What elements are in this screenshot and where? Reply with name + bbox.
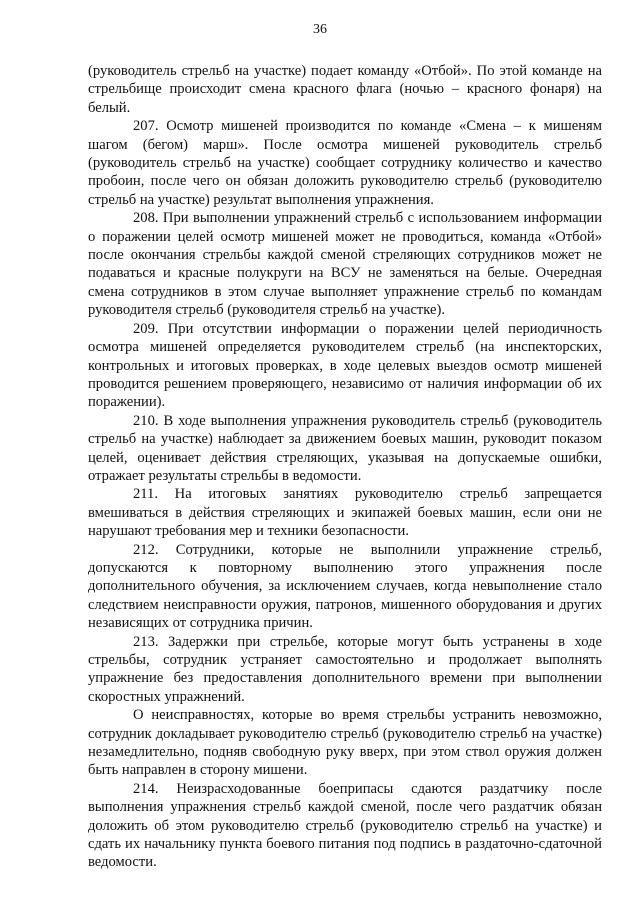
paragraph-206-continuation: (руководитель стрельб на участке) подает команду «Отбой». По этой команде на стрельбище происходит смена красного флага (ночью – красного фонаря) на белый. (88, 63, 602, 116)
paragraph-209: 209. При отсутствии информации о поражении целей периодичность осмотра мишеней определяется руководителем стрельб (на инспекторских, контрольных и итоговых проверках, в ходе целевых выездов осмотр мишеней проводится решением проверяющего, независимо от наличия информации об их поражении). (88, 320, 602, 411)
paragraph-212: 212. Сотрудники, которые не выполнили упражнение стрельб, допускаются к повторному выполнению этого упражнения после дополнительного обучения, за исключением случаев, когда невыполнение стало следствием неисправности оружия, патронов, мишенного оборудования и других независящих от сотрудника причин. (88, 541, 602, 632)
page-number: 36 (313, 22, 327, 37)
document-body (88, 62, 602, 872)
paragraph-214: 214. Неизрасходованные боеприпасы сдаются раздатчику после выполнения упражнения стрельб каждой сменой, после чего раздатчик обязан доложить об этом руководителю стрельб (руководителю стрельб на участке) и сдать их начальнику пункта боевого питания под подпись в раздаточно-сдаточной ведомости. (88, 780, 602, 871)
paragraph-211: 211. На итоговых занятиях руководителю стрельб запрещается вмешиваться в действия стреляющих и экипажей боевых машин, если они не нарушают требования мер и техники безопасности. (88, 486, 602, 540)
paragraph-210: 210. В ходе выполнения упражнения руководитель стрельб (руководитель стрельб на участке) наблюдает за движением боевых машин, руководит показом целей, оценивает действия стреляющих, указывая на допускаемые ошибки, отражает результаты стрельбы в ведомости. (88, 412, 602, 484)
paragraph-207: 207. Осмотр мишеней производится по команде «Смена – к мишеням шагом (бегом) марш». После осмотра мишеней руководитель стрельб (руководитель стрельб на участке) сообщает сотруднику количество и качество пробоин, после чего он обязан доложить руководителю стрельб (руководителю стрельб на участке) результат выполнения упражнения. (88, 118, 602, 208)
paragraph-208: 208. При выполнении упражнений стрельб с использованием информации о поражении целей осмотр мишеней может не проводиться, команда «Отбой» после окончания стрельбы каждой сменой стреляющих сотрудников может не подаваться и красные полукруги на ВСУ не заменяться на белые. Очередная смена сотрудников в этом случае выполняет упражнение стрельб по командам руководителя стрельб (руководителя стрельб на участке). (88, 210, 602, 319)
paragraph-213: 213. Задержки при стрельбе, которые могут быть устранены в ходе стрельбы, сотрудник устраняет самостоятельно и продолжает выполнять упражнение без предоставления дополнительного времени при выполнении скоростных упражнений. (88, 633, 602, 705)
paragraph-213-malfunctions: О неисправностях, которые во время стрельбы устранить невозможно, сотрудник докладывает руководителю стрельб (руководителю стрельб на участке) незамедлительно, подняв свободную руку вверх, при этом ствол оружия должен быть направлен в сторону мишени. (88, 707, 602, 779)
